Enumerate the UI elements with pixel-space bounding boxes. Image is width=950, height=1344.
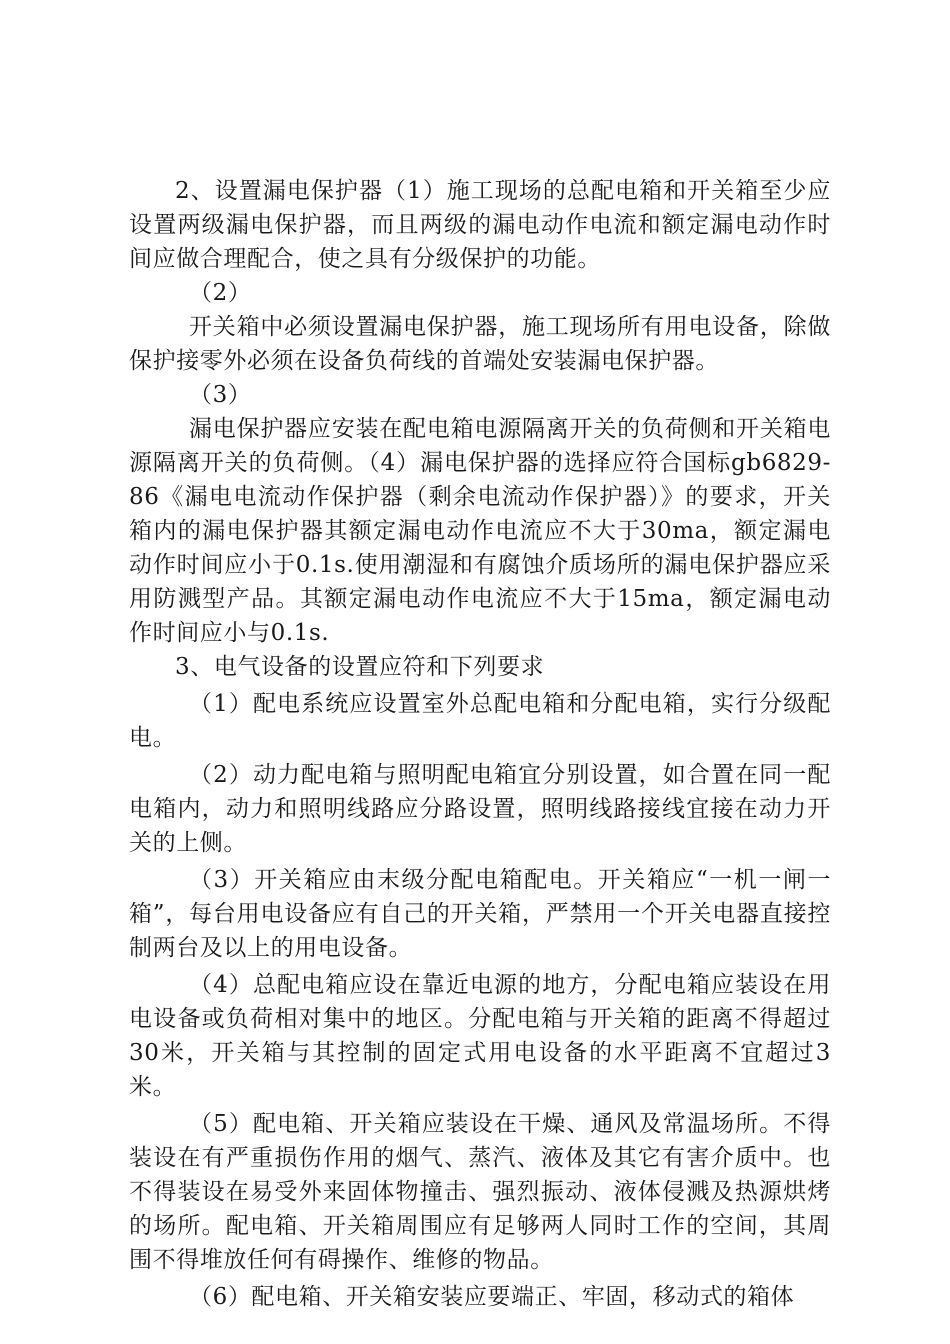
document-body (129, 174, 831, 1314)
paragraph-item-2-marker: （2） (189, 280, 252, 306)
paragraph-item-4: （4）总配电箱应设在靠近电源的地方，分配电箱应装设在用电设备或负荷相对集中的地区。分配电箱与开关箱的距离不得超过30米，开关箱与其控制的固定式用电设备的水平距离不宜超过3米。 (129, 972, 831, 1100)
paragraph-item-1: （1）配电系统应设置室外总配电箱和分配电箱，实行分级配电。 (129, 691, 831, 751)
paragraph-leakage-protector-intro: 2、设置漏电保护器（1）施工现场的总配电箱和开关箱至少应设置两级漏电保护器，而且两级的漏电动作电流和额定漏电动作时间应做合理配合，使之具有分级保护的功能。 (129, 178, 831, 272)
paragraph-item-6: （6）配电箱、开关箱安装应要端正、牢固，移动式的箱体 (189, 1284, 795, 1310)
paragraph-switch-box-requirement: 开关箱中必须设置漏电保护器，施工现场所有用电设备，除做保护接零外必须在设备负荷线的首端处安装漏电保护器。 (129, 314, 831, 374)
paragraph-installation-location: 漏电保护器应安装在配电箱电源隔离开关的负荷侧和开关箱电源隔离开关的负荷侧。（4）漏电保护器的选择应符合国标gb6829-86《漏电电流动作保护器（剩余电流动作保护器）》的要求，开关箱内的漏电保护器其额定漏电动作电流应不大于30ma，额定漏电动作时间应小于0.1s.使用潮湿和有腐蚀介质场所的漏电保护器应采用防溅型产品。其额定漏电动作电流应不大于15ma，额定漏电动作时间应小与0.1s. (129, 416, 831, 646)
paragraph-item-2: （2）动力配电箱与照明配电箱宜分别设置，如合置在同一配电箱内，动力和照明线路应分路设置，照明线路接线宜接在动力开关的上侧。 (129, 762, 831, 856)
paragraph-item-3: （3）开关箱应由末级分配电箱配电。开关箱应“一机一闸一箱”，每台用电设备应有自己的开关箱，严禁用一个开关电器直接控制两台及以上的用电设备。 (129, 867, 831, 961)
paragraph-item-3-marker: （3） (189, 382, 252, 408)
paragraph-section-3-heading: 3、电气设备的设置应符和下列要求 (175, 654, 545, 680)
paragraph-item-5: （5）配电箱、开关箱应装设在干燥、通风及常温场所。不得装设在有严重损伤作用的烟气、蒸汽、液体及其它有害介质中。也不得装设在易受外来固体物撞击、强烈振动、液体侵溅及热源烘烤的场所。配电箱、开关箱周围应有足够两人同时工作的空间，其周围不得堆放任何有碍操作、维修的物品。 (129, 1111, 831, 1273)
